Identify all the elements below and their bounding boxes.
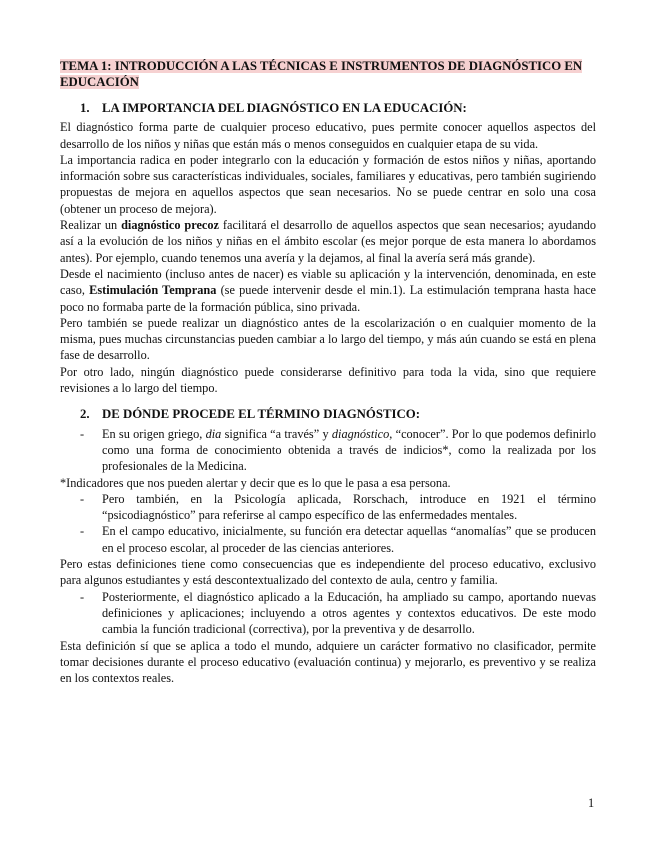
- paragraph: Pero estas definiciones tiene como consecuencias que es independiente del proceso educativo, exclusivo para algunos estudiantes y está descontextualizado del contexto de aula, centro y familia.: [60, 557, 596, 588]
- paragraph: Esta definición sí que se aplica a todo el mundo, adquiere un carácter formativo no clasificador, permite tomar decisiones durante el proceso educativo (evaluación continua) y mejorarlo, es preventivo y se realiza en los contextos reales.: [60, 638, 596, 686]
- document-page: [60, 58, 596, 686]
- paragraph: Realizar un diagnóstico precoz facilitará el desarrollo de aquellos aspectos que sean necesarios; ayudando así a la evolución de los niños y niñas en el ámbito escolar (es mejor porque de esta manera lo abordamos antes). Por ejemplo, cuando tenemos una avería y la dejamos, al final la avería será más grande).: [60, 218, 596, 265]
- paragraph: Desde el nacimiento (incluso antes de nacer) es viable su aplicación y la intervención, denominada, en este caso, Estimulación Temprana (se puede intervenir desde el min.1). La estimulación temprana hasta hace poco no formaba parte de la formación pública, sino privada.: [60, 266, 596, 314]
- dash-bullet: -: [80, 589, 85, 604]
- section-heading-2: [80, 406, 596, 422]
- paragraph: La importancia radica en poder integrarlo con la educación y formación de estos niños y niñas, aportando información sobre sus características individuales, sociales, familiares y educativas, pero también sugiriendo propuestas de mejora en aquellos aspectos que sean necesarios. No se puede centrar en solo una cosa (obtener un proceso de mejora).: [60, 152, 596, 216]
- bold-term: Estimulación Temprana: [89, 283, 217, 298]
- document-title: TEMA 1: INTRODUCCIÓN A LAS TÉCNICAS E INSTRUMENTOS DE DIAGNÓSTICO EN EDUCACIÓN: [60, 59, 583, 89]
- paragraph: El diagnóstico forma parte de cualquier proceso educativo, pues permite conocer aquellos aspectos del desarrollo de los niños y niñas que están más o menos conseguidos en cualquier etapa de su vida.: [60, 120, 596, 151]
- section-number: 2.: [80, 407, 90, 422]
- section-number: 1.: [80, 101, 90, 115]
- dash-bullet: -: [80, 524, 85, 539]
- list-item: - En el campo educativo, inicialmente, su función era detectar aquellas “anomalías” que se producen en el proceso escolar, al proceder de las ciencias anteriores.: [80, 524, 596, 555]
- section-heading-text: DE DÓNDE PROCEDE EL TÉRMINO DIAGNÓSTICO:: [102, 407, 420, 422]
- paragraph: Pero también se puede realizar un diagnóstico antes de la escolarización o en cualquier momento de la misma, pues muchas circunstancias pueden cambiar a lo largo del tiempo, y más aún cuando se está en plena fase de desarrollo.: [60, 315, 596, 363]
- dash-bullet: -: [80, 426, 85, 441]
- bold-term: diagnóstico precoz: [121, 218, 219, 233]
- list-item: - En su origen griego, dia significa “a través” y diagnóstico, “conocer”. Por lo que podemos definirlo como una forma de conocimiento obtenida a través de indicios*, como la realizada por los profesionales de la Medicina.: [80, 426, 596, 474]
- section-heading-text: LA IMPORTANCIA DEL DIAGNÓSTICO EN LA EDUCACIÓN:: [102, 101, 467, 115]
- list-item: - Pero también, en la Psicología aplicada, Rorschach, introduce en 1921 el término “psicodiagnóstico” para referirse al campo específico de las enfermedades mentales.: [80, 491, 596, 523]
- section-heading-1: [80, 100, 596, 116]
- page-number: 1: [588, 796, 595, 810]
- footnote: *Indicadores que nos pueden alertar y decir que es lo que le pasa a esa persona.: [60, 475, 451, 490]
- paragraph: Por otro lado, ningún diagnóstico puede considerarse definitivo para toda la vida, sino que requiere revisiones a lo largo del tiempo.: [60, 364, 596, 396]
- dash-bullet: -: [80, 491, 85, 506]
- list-item: - Posteriormente, el diagnóstico aplicado a la Educación, ha ampliado su campo, aportando nuevas definiciones y aplicaciones; incluyendo a otros agentes y contextos educativos. De este modo cambia la función tradicional (correctiva), por la preventiva y de desarrollo.: [80, 589, 596, 637]
